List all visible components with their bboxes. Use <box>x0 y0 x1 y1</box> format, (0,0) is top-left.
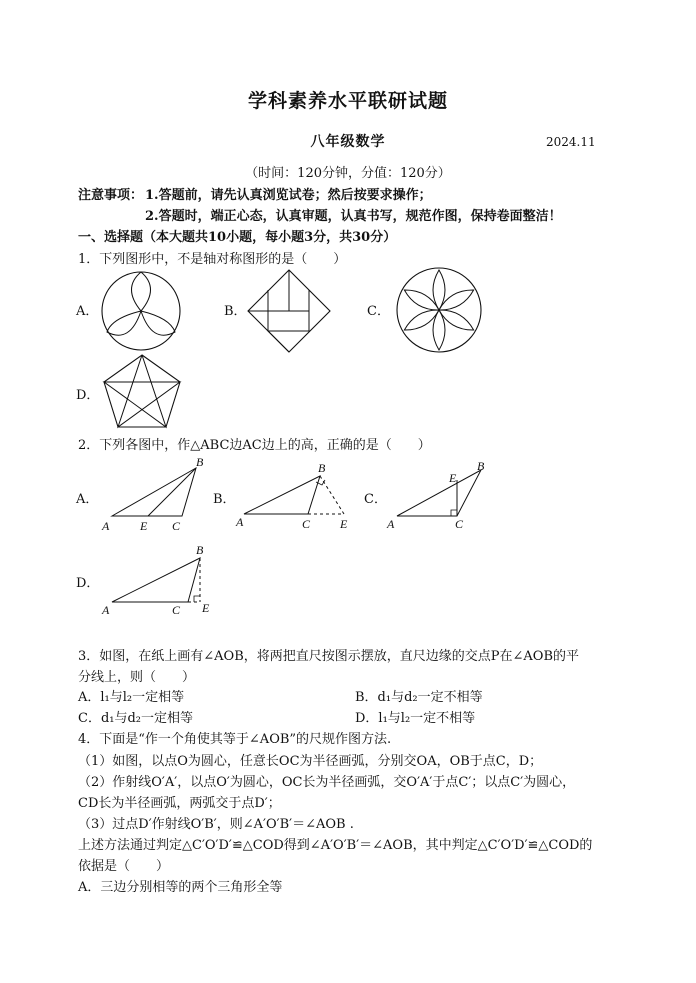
section-1-heading: 一、选择题（本大题共10小题，每小题3分，共30分） <box>78 230 397 245</box>
q2-stem: 2．下列各图中，作△ABC边AC边上的高，正确的是（ ） <box>78 438 431 453</box>
q1-figure-a <box>100 270 182 352</box>
q1-figure-c <box>395 266 483 354</box>
q2-figure-d <box>100 540 220 620</box>
exam-title: 学科素养水平联研试题 <box>247 90 448 112</box>
notice-line-2: 2.答题时，端正心态，认真审题，认真书写，规范作图，保持卷面整洁！ <box>145 209 562 224</box>
q2b-point-a: A <box>236 515 244 529</box>
exam-subtitle: 八年级数学 <box>310 134 386 150</box>
q4-step-3: （3）过点D′作射线O′B′，则∠A′O′B′＝∠AOB . <box>78 817 354 832</box>
q1-label-a: A． <box>76 304 99 319</box>
time-info: （时间：120分钟，分值：120分） <box>245 166 451 181</box>
q1-figure-d <box>102 353 182 429</box>
q2a-point-c: C <box>172 519 181 533</box>
q2d-point-b: B <box>196 543 204 557</box>
q2d-point-c: C <box>172 603 181 617</box>
q2-figure-a <box>100 456 210 532</box>
q2a-point-a: A <box>102 519 110 533</box>
q4-step-1: （1）如图，以点O为圆心，任意长OC为半径画弧，分别交OA，OB于点C，D； <box>78 754 543 769</box>
q1-figure-b <box>246 268 332 354</box>
q4-step-2b: CD长为半径画弧，两弧交于点D′； <box>78 796 281 811</box>
q3-stem-line-2: 分线上，则（ ） <box>78 670 196 685</box>
q3-stem-line-1: 3．如图，在纸上画有∠AOB，将两把直尺按图示摆放，直尺边缘的交点P在∠AOB的平 <box>78 649 580 664</box>
q4-conclusion-1: 上述方法通过判定△C′O′D′≌△COD得到∠A′O′B′＝∠AOB，其中判定△C′O′D′≌△COD的 <box>78 838 593 853</box>
q2-label-d: D． <box>76 576 100 591</box>
q2b-point-c: C <box>302 517 311 531</box>
q2-label-c: C． <box>364 492 387 507</box>
notice-label: 注意事项： <box>78 188 144 203</box>
q2b-point-e: E <box>340 517 348 531</box>
q2-figure-c <box>385 458 495 534</box>
q1-label-c: C． <box>367 304 390 319</box>
q4-conclusion-2: 依据是（ ） <box>78 859 170 874</box>
q2d-point-e: E <box>202 601 210 615</box>
q2b-point-b: B <box>318 461 326 475</box>
q3-option-c: C．d₁与d₂一定相等 <box>78 711 194 726</box>
q3-option-b: B．d₁与d₂一定不相等 <box>355 690 483 705</box>
q2a-point-b: B <box>196 455 204 469</box>
q3-option-d: D．l₁与l₂一定不相等 <box>355 711 476 726</box>
q4-option-a: A．三边分别相等的两个三角形全等 <box>78 880 283 895</box>
q2c-point-b: B <box>477 459 485 473</box>
q4-step-2a: （2）作射线O′A′，以点O′为圆心，OC长为半径画弧，交O′A′于点C′；以点C′为圆心， <box>78 775 576 790</box>
q2-figure-b <box>236 458 356 534</box>
exam-date: 2024.11 <box>546 135 596 149</box>
q2c-point-c: C <box>455 517 464 531</box>
q1-label-d: D． <box>76 388 100 403</box>
q2-label-a: A． <box>76 492 99 507</box>
q2-label-b: B． <box>213 492 236 507</box>
q1-label-b: B． <box>224 304 247 319</box>
q2a-point-e: E <box>140 519 148 533</box>
q2c-point-a: A <box>387 517 395 531</box>
q1-stem: 1．下列图形中，不是轴对称图形的是（ ） <box>78 252 347 267</box>
q2c-point-e: E <box>449 471 457 485</box>
q3-option-a: A．l₁与l₂一定相等 <box>78 690 185 705</box>
q2d-point-a: A <box>102 603 110 617</box>
q4-stem: 4．下面是“作一个角使其等于∠AOB”的尺规作图方法. <box>78 732 392 747</box>
notice-line-1: 1.答题前，请先认真浏览试卷；然后按要求操作； <box>145 188 432 203</box>
